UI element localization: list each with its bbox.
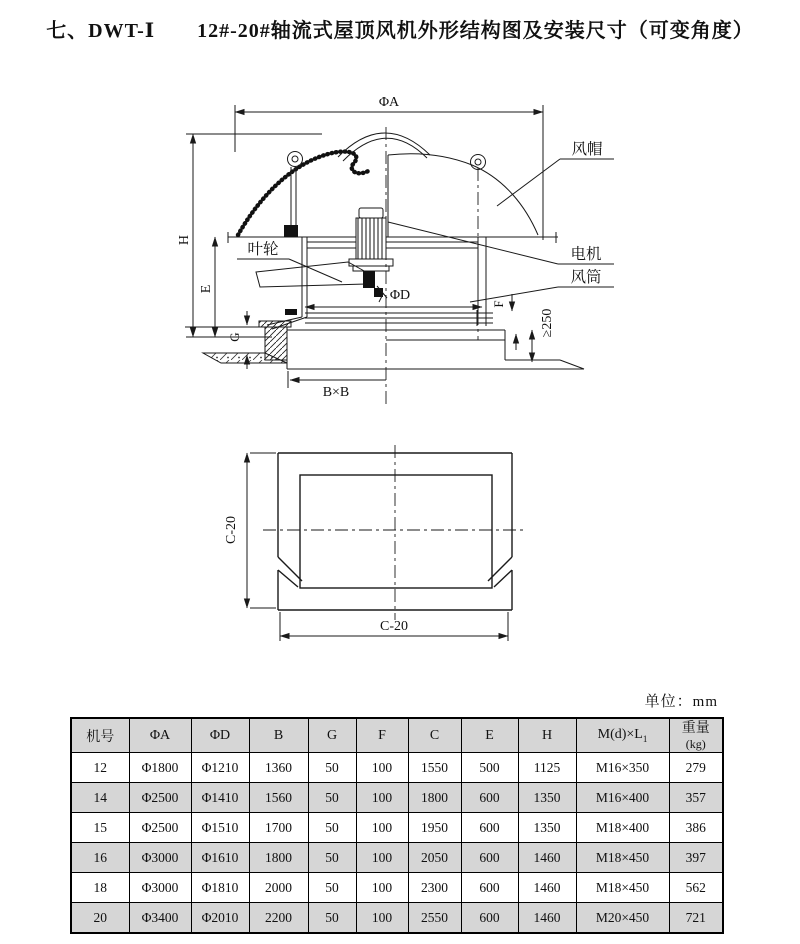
dim-bxb — [288, 371, 386, 400]
spec-cell: 1350 — [518, 813, 576, 843]
spec-cell: 600 — [461, 813, 518, 843]
spec-cell: Φ3000 — [129, 843, 191, 873]
svg-text:风帽: 风帽 — [571, 141, 603, 158]
spec-cell: Φ2500 — [129, 813, 191, 843]
spec-cell: 20 — [71, 903, 129, 934]
spec-row-14 — [71, 783, 723, 813]
dim-c20-horizontal — [280, 612, 508, 641]
plan-center-lines — [263, 445, 524, 620]
spec-column-header: 机号 — [71, 718, 129, 753]
cap-bolt-left — [288, 152, 303, 167]
spec-cell: 600 — [461, 783, 518, 813]
spec-column-header: $M(d)\times L_1$ — [576, 718, 669, 753]
spec-cell: 1560 — [249, 783, 308, 813]
spec-column-header: H — [518, 718, 576, 753]
spec-cell: M16×400 — [576, 783, 669, 813]
spec-column-header: ΦA — [129, 718, 191, 753]
spec-column-header: E — [461, 718, 518, 753]
spec-cell: M20×450 — [576, 903, 669, 934]
unit-note: 单位：mm — [644, 694, 718, 710]
spec-table-body — [71, 753, 723, 934]
spec-cell: 1360 — [249, 753, 308, 783]
spec-cell: Φ1610 — [191, 843, 249, 873]
spec-cell: 100 — [356, 813, 408, 843]
dim-phi-a — [235, 95, 543, 240]
spec-cell: 1700 — [249, 813, 308, 843]
spec-cell: 100 — [356, 753, 408, 783]
svg-text:叶轮: 叶轮 — [247, 241, 279, 258]
svg-text:G: G — [227, 332, 242, 342]
spec-cell: 14 — [71, 783, 129, 813]
spec-cell: 1550 — [408, 753, 461, 783]
svg-text:ΦD: ΦD — [389, 288, 411, 303]
page-title: 七、DWT-Ⅰ 12#-20#轴流式屋顶风机外形结构图及安装尺寸（可变角度） — [46, 20, 754, 42]
spec-cell: 18 — [71, 873, 129, 903]
spec-column-header: F — [356, 718, 408, 753]
spec-cell: 1460 — [518, 903, 576, 934]
structure-diagram — [0, 72, 800, 412]
spec-cell: M18×450 — [576, 873, 669, 903]
spec-cell: Φ2010 — [191, 903, 249, 934]
spec-row-15 — [71, 813, 723, 843]
label-motor — [388, 222, 614, 264]
spec-cell: 1800 — [249, 843, 308, 873]
spec-header-row — [71, 718, 723, 753]
spec-cell: 2200 — [249, 903, 308, 934]
svg-text:电机: 电机 — [570, 246, 602, 263]
spec-row-20 — [71, 903, 723, 934]
spec-cell: 600 — [461, 903, 518, 934]
spec-cell: 15 — [71, 813, 129, 843]
spec-cell: 600 — [461, 873, 518, 903]
spec-cell: 100 — [356, 873, 408, 903]
spec-cell: 1460 — [518, 843, 576, 873]
impeller — [256, 262, 387, 302]
spec-cell: 279 — [669, 753, 723, 783]
spec-cell: 1800 — [408, 783, 461, 813]
svg-text:≥250: ≥250 — [540, 308, 555, 338]
spec-cell: 1950 — [408, 813, 461, 843]
plan-view-diagram — [0, 415, 800, 670]
spec-cell: 500 — [461, 753, 518, 783]
svg-text:B×B: B×B — [322, 385, 350, 400]
spec-cell: 2000 — [249, 873, 308, 903]
svg-text:风筒: 风筒 — [570, 269, 602, 286]
dim-min-250 — [532, 309, 555, 362]
spec-cell: Φ3000 — [129, 873, 191, 903]
spec-table — [70, 717, 724, 934]
bottom-flange — [267, 309, 493, 329]
spec-cell: 50 — [308, 873, 356, 903]
spec-cell: 357 — [669, 783, 723, 813]
svg-text:F: F — [491, 300, 506, 308]
spec-column-header: C — [408, 718, 461, 753]
dim-e — [199, 237, 215, 337]
svg-text:C-20: C-20 — [380, 619, 408, 634]
spec-cell: 2550 — [408, 903, 461, 934]
spec-cell: Φ3400 — [129, 903, 191, 934]
spec-cell: M16×350 — [576, 753, 669, 783]
spec-cell: 2300 — [408, 873, 461, 903]
spec-column-header: B — [249, 718, 308, 753]
spec-cell: 600 — [461, 843, 518, 873]
svg-text:ΦA: ΦA — [378, 95, 400, 110]
spec-cell: M18×450 — [576, 843, 669, 873]
center-lines — [386, 127, 478, 404]
spec-cell: 1350 — [518, 783, 576, 813]
spec-cell: 100 — [356, 843, 408, 873]
spec-cell: Φ1800 — [129, 753, 191, 783]
spec-cell: 12 — [71, 753, 129, 783]
spec-cell: 50 — [308, 843, 356, 873]
spec-cell: 100 — [356, 783, 408, 813]
spec-column-header: G — [308, 718, 356, 753]
spec-cell: M18×400 — [576, 813, 669, 843]
dim-phi-d — [305, 288, 482, 307]
dim-c20-vertical — [224, 453, 276, 608]
spec-cell: 2050 — [408, 843, 461, 873]
spec-cell: 16 — [71, 843, 129, 873]
label-impeller — [237, 240, 342, 282]
wind-cap-outline — [228, 133, 558, 243]
spec-row-18 — [71, 873, 723, 903]
spec-cell: 50 — [308, 903, 356, 934]
spec-cell: Φ1210 — [191, 753, 249, 783]
label-duct — [470, 268, 614, 302]
spec-cell: Φ1410 — [191, 783, 249, 813]
dim-f — [491, 294, 516, 350]
spec-cell: 721 — [669, 903, 723, 934]
spec-cell: 1125 — [518, 753, 576, 783]
spec-row-16 — [71, 843, 723, 873]
spec-cell: 386 — [669, 813, 723, 843]
spec-cell: Φ2500 — [129, 783, 191, 813]
spec-column-header: 重量 (kg) — [669, 718, 723, 753]
spec-cell: Φ1510 — [191, 813, 249, 843]
svg-text:C-20: C-20 — [224, 516, 239, 544]
spec-cell: 50 — [308, 783, 356, 813]
spec-cell: Φ1810 — [191, 873, 249, 903]
spec-table-head — [71, 718, 723, 753]
spec-cell: 50 — [308, 753, 356, 783]
spec-cell: 50 — [308, 813, 356, 843]
svg-text:E: E — [199, 284, 214, 294]
spec-column-header: ΦD — [191, 718, 249, 753]
spec-cell: 562 — [669, 873, 723, 903]
spec-cell: 397 — [669, 843, 723, 873]
spec-row-12 — [71, 753, 723, 783]
spec-cell: 1460 — [518, 873, 576, 903]
spec-cell: 100 — [356, 903, 408, 934]
svg-text:H: H — [177, 234, 192, 246]
